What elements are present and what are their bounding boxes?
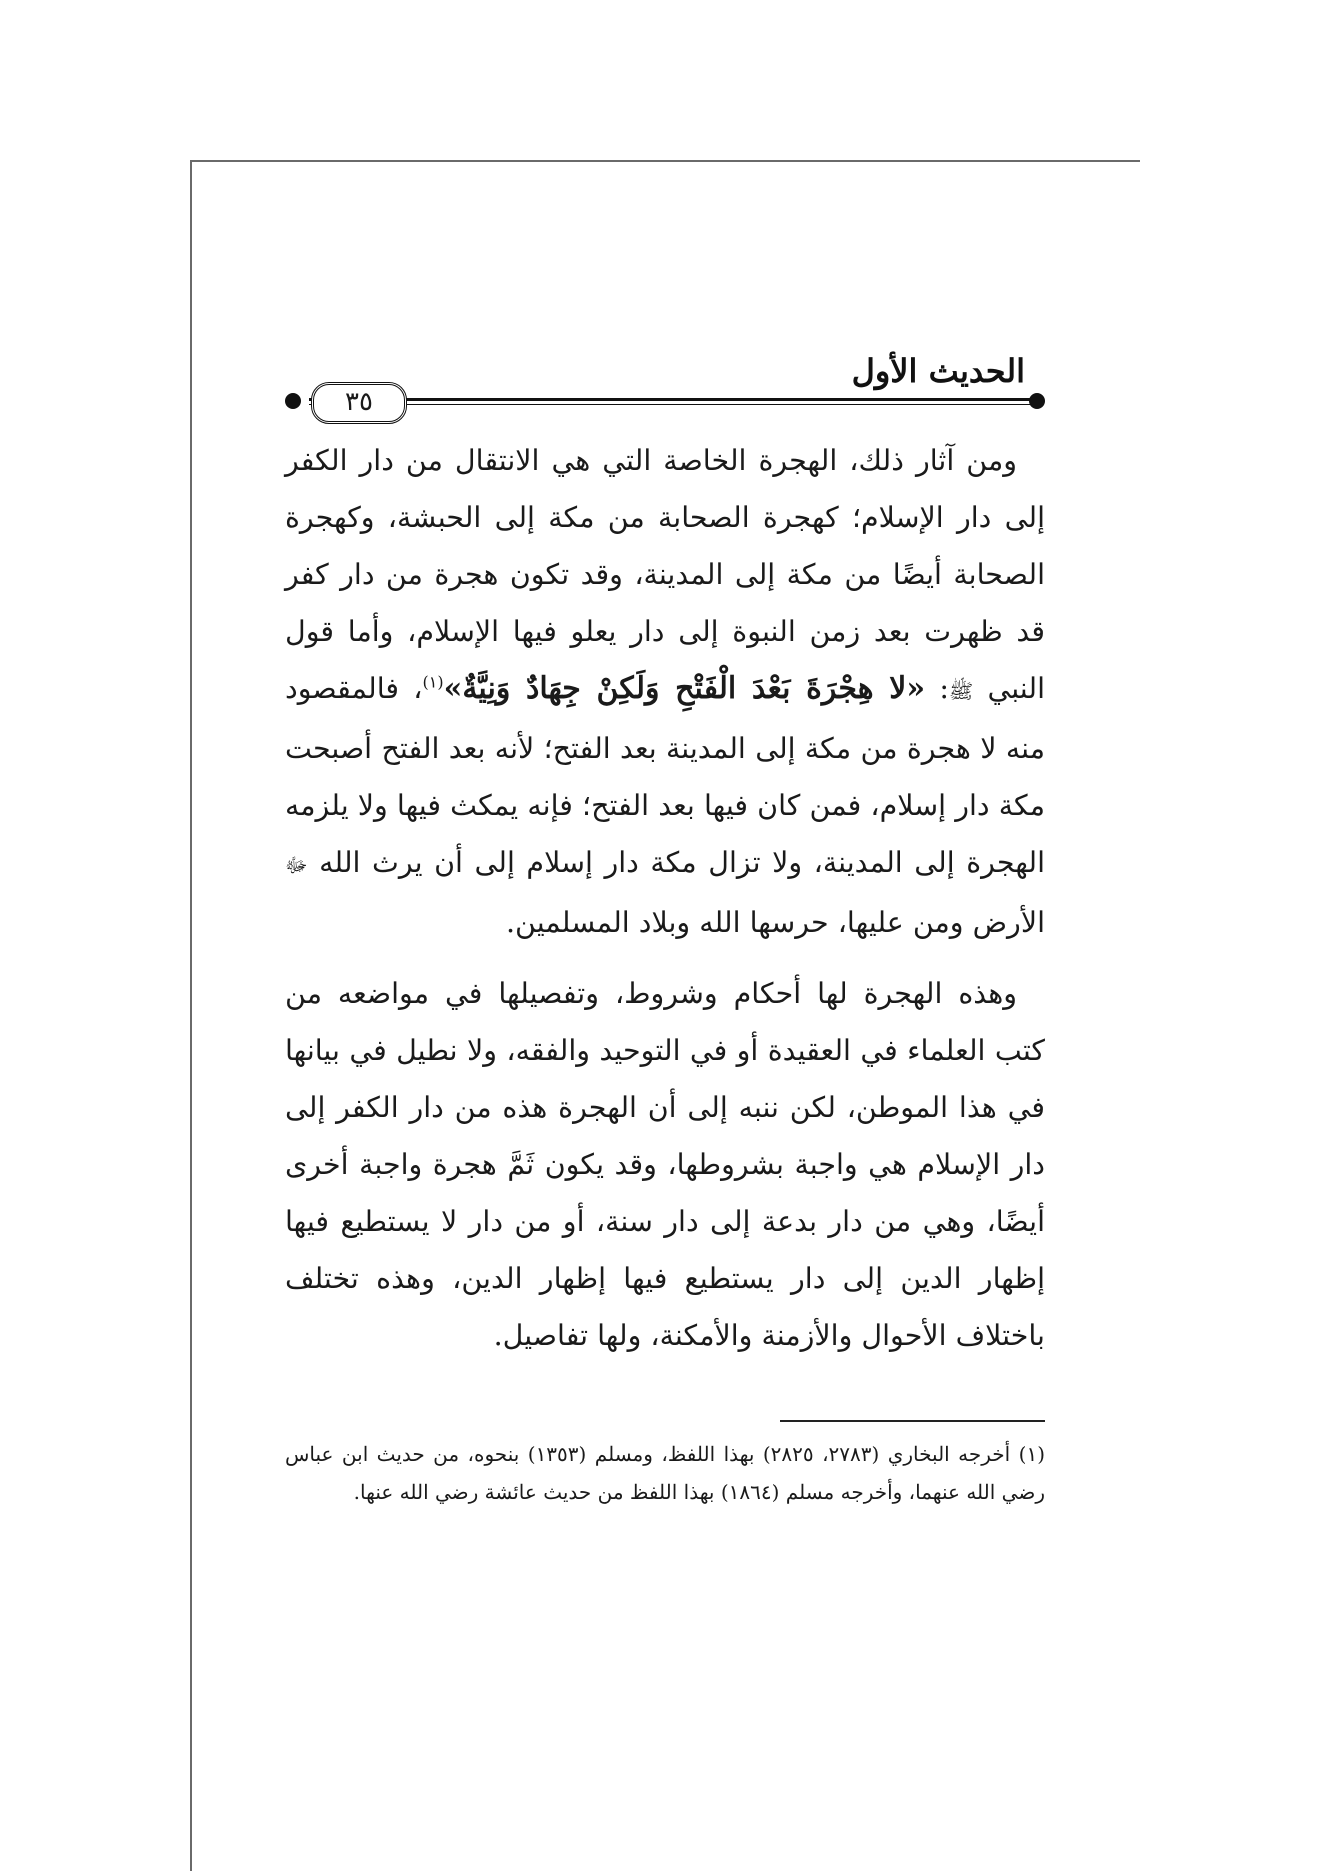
footnote-1-end: . <box>353 1480 360 1504</box>
chapter-title: الحديث الأول <box>851 352 1025 390</box>
footnote-1-text-b: ، وأخرجه مسلم (١٨٦٤) بهذا اللفظ من حديث عائشة <box>484 1480 916 1504</box>
rule-ornament-dot-left <box>285 393 301 409</box>
scan-frame-top <box>190 160 1140 162</box>
hadith-quote: «لا هِجْرَةَ بَعْدَ الْفَتْحِ وَلَكِنْ جِهَادٌ وَنِيَّةٌ» <box>443 671 926 706</box>
footnotes <box>285 1435 1045 1511</box>
footnote-separator <box>780 1420 1045 1422</box>
paragraph-1 <box>285 432 1045 951</box>
paragraph-1-text-a: ومن آثار ذلك، الهجرة الخاصة التي هي الانتقال من دار الكفر إلى دار الإسلام؛ كهجرة الصحابة من مكة إلى الحبشة، وكهجرة الصحابة أيضًا من مكة إلى المدينة، وقد تكون هجرة من دار كفر قد ظهرت بعد زمن النبوة إلى دار يعلو فيها الإسلام، وأما قول النبي <box>285 444 1045 705</box>
paragraph-1-text-b: ، فالمقصود منه لا هجرة من مكة إلى المدينة بعد الفتح؛ لأنه بعد الفتح أصبحت مكة دار إسلام، فمن كان فيها بعد الفتح؛ فإنه يمكث فيها ولا يلزمه الهجرة إلى المدينة، ولا تزال مكة دار إسلام إلى أن يرث الله <box>285 672 1046 879</box>
running-head <box>285 350 1045 417</box>
footnote-1-text-a: (١) أخرجه البخاري (٢٧٨٣، ٢٨٢٥) بهذا اللفظ، ومسلم (١٣٥٣) بنحوه، من حديث ابن عباس <box>285 1442 1045 1466</box>
rule-ornament-dot-right <box>1029 393 1045 409</box>
footnote-1 <box>285 1435 1045 1511</box>
header-rule <box>285 387 1045 417</box>
book-page <box>285 350 1046 1504</box>
allah-honorific: ﷻ <box>285 853 308 877</box>
page-number: ٣٥ <box>311 382 407 424</box>
prophet-honorific: ﷺ <box>948 679 974 703</box>
paragraph-1-text-c: الأرض ومن عليها، حرسها الله وبلاد المسلمين. <box>505 906 1045 939</box>
colon: : <box>925 672 949 705</box>
footnote-1-honorific-a: رضي الله عنهما <box>915 1480 1045 1504</box>
main-text <box>285 432 1045 1364</box>
scan-frame-left <box>190 160 192 1871</box>
footnote-ref-1[interactable]: (١) <box>422 672 444 692</box>
header-rule-line <box>309 398 1031 405</box>
footnote-1-honorific-b: رضي الله عنها <box>360 1480 479 1504</box>
paragraph-2: وهذه الهجرة لها أحكام وشروط، وتفصيلها في مواضعه من كتب العلماء في العقيدة أو في التوحيد والفقه، ولا نطيل في بيانها في هذا الموطن، لكن ننبه إلى أن الهجرة هذه من دار الكفر إلى دار الإسلام هي واجبة بشروطها، وقد يكون ثَمَّ هجرة واجبة أخرى أيضًا، وهي من دار بدعة إلى دار سنة، أو من دار لا يستطيع فيها إظهار الدين إلى دار يستطيع فيها إظهار الدين، وهذه تختلف باختلاف الأحوال والأزمنة والأمكنة، ولها تفاصيل. <box>285 977 1045 1352</box>
